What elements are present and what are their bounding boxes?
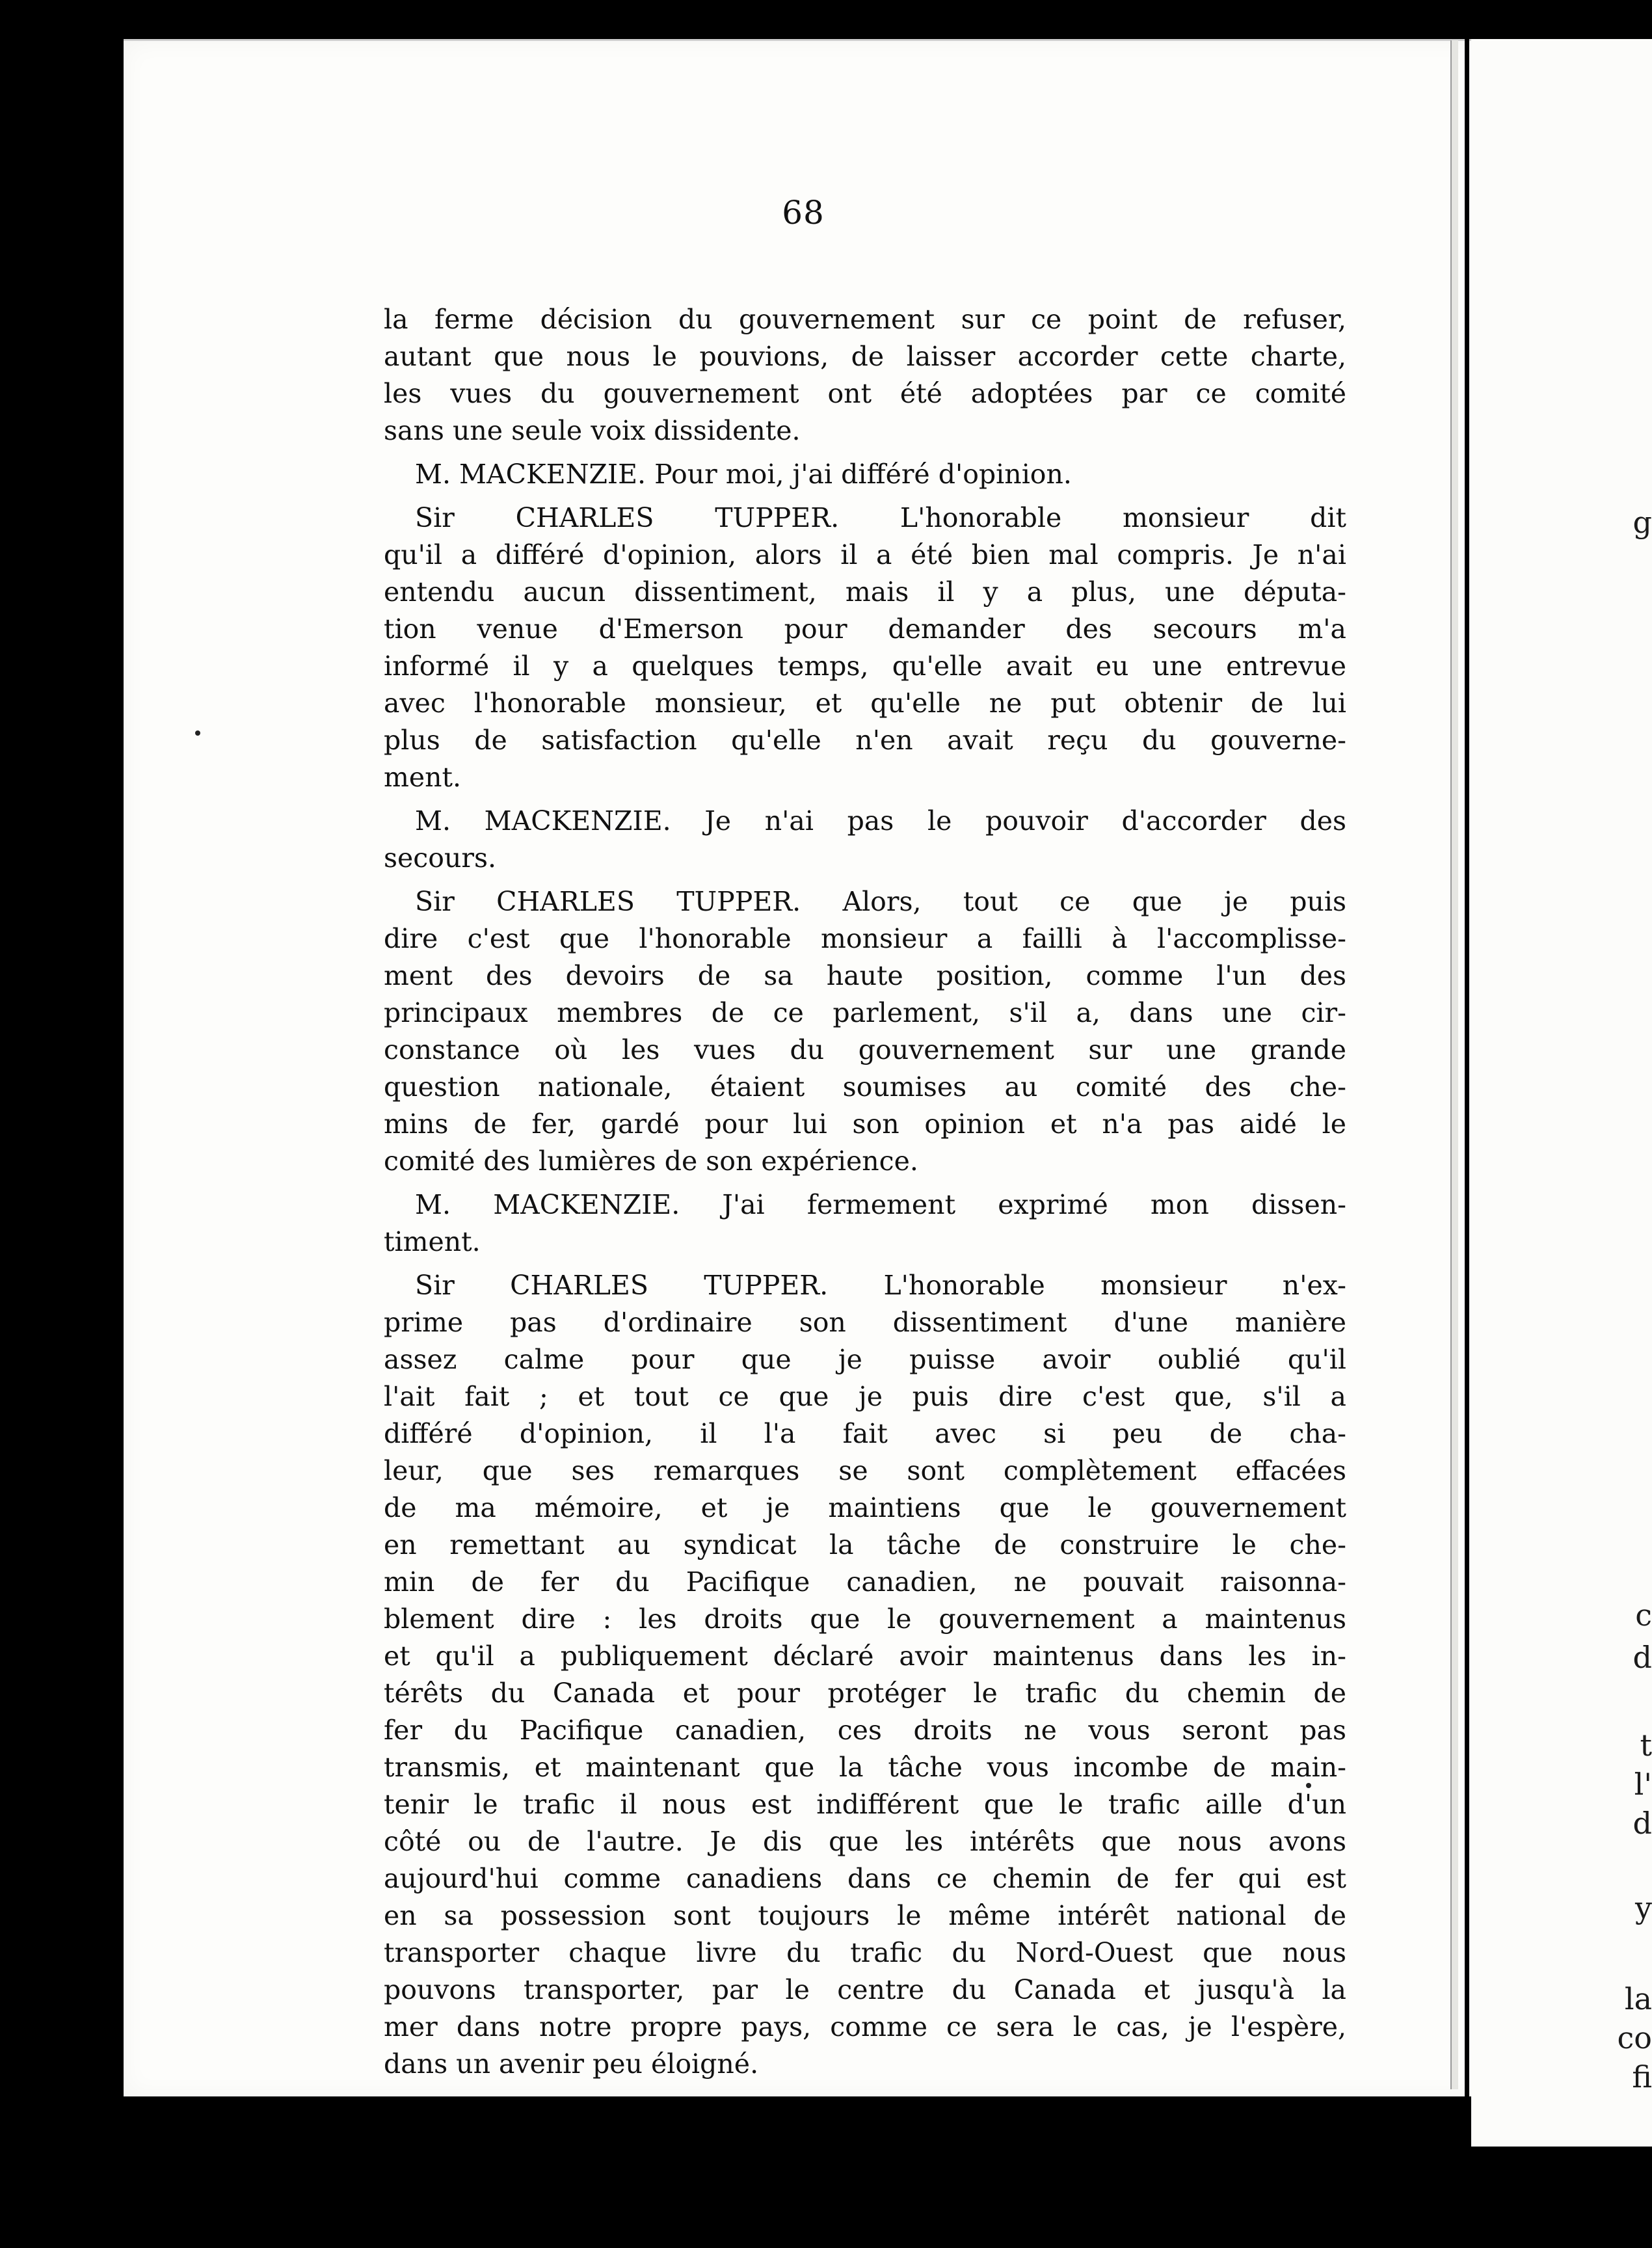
text-line: térêts du Canada et pour protéger le trafic du chemin de [384, 1678, 1346, 1709]
text-line: les vues du gouvernement ont été adoptées par ce comité [384, 378, 1346, 409]
paragraph [384, 301, 1346, 449]
adjacent-page-fragment: g [1632, 505, 1652, 540]
text-line: fer du Pacifique canadien, ces droits ne vous seront pas [384, 1715, 1346, 1746]
text-line: secours. [384, 842, 497, 874]
text-line: autant que nous le pouvions, de laisser accorder cette charte, [384, 341, 1346, 372]
text-line: transmis, et maintenant que la tâche vous incombe de main- [384, 1752, 1346, 1783]
paragraph-gap [384, 493, 1346, 500]
text-line: aujourd'hui comme canadiens dans ce chemin de fer qui est [384, 1863, 1346, 1894]
page-gutter [1465, 39, 1469, 2147]
text-line: constance où les vues du gouvernement sur une grande [384, 1034, 1346, 1065]
adjacent-page [1471, 39, 1652, 2147]
text-line: pouvons transporter, par le centre du Canada et jusqu'à la [384, 1974, 1346, 2005]
adjacent-page-fragment: fi [1632, 2059, 1652, 2094]
text-line: Sir CHARLES TUPPER. L'honorable monsieur dit [415, 502, 1346, 533]
text-line: avec l'honorable monsieur, et qu'elle ne put obtenir de lui [384, 688, 1346, 719]
text-line: en sa possession sont toujours le même intérêt national de [384, 1900, 1346, 1931]
text-line: Sir CHARLES TUPPER. L'honorable monsieur n'ex- [415, 1270, 1346, 1301]
adjacent-page-fragment: co [1617, 2020, 1652, 2055]
adjacent-page-fragment: c [1635, 1598, 1652, 1633]
text-line: l'ait fait ; et tout ce que je puis dire c'est que, s'il a [384, 1381, 1346, 1412]
text-line: ment. [384, 762, 462, 793]
adjacent-page-fragment: y [1635, 1890, 1652, 1925]
text-line: côté ou de l'autre. Je dis que les intérêts que nous avons [384, 1826, 1346, 1857]
text-line: Sir CHARLES TUPPER. Alors, tout ce que je puis [415, 886, 1346, 917]
text-line: M. MACKENZIE. J'ai fermement exprimé mon dissen- [415, 1189, 1346, 1220]
text-line: assez calme pour que je puisse avoir oublié qu'il [384, 1344, 1346, 1375]
text-line: dans un avenir peu éloigné. [384, 2048, 759, 2080]
text-line: min de fer du Pacifique canadien, ne pouvait raisonna- [384, 1566, 1346, 1598]
paragraph [384, 1261, 1346, 2083]
book-page [124, 39, 1483, 2096]
text-line: dire c'est que l'honorable monsieur a failli à l'accomplisse- [384, 923, 1346, 954]
adjacent-page-fragment: d [1632, 1640, 1652, 1675]
text-line: tion venue d'Emerson pour demander des secours m'a [384, 613, 1346, 645]
text-line: mins de fer, gardé pour lui son opinion et n'a pas aidé le [384, 1108, 1346, 1140]
text-line: comité des lumières de son expérience. [384, 1145, 918, 1177]
text-line: question nationale, étaient soumises au comité des che- [384, 1071, 1346, 1103]
paragraph-gap [384, 796, 1346, 803]
text-line: la ferme décision du gouvernement sur ce point de refuser, [384, 304, 1346, 335]
adjacent-page-fragment: t [1640, 1728, 1652, 1763]
adjacent-page-fragment: d [1632, 1806, 1652, 1841]
paragraph [384, 877, 1346, 1180]
text-line: entendu aucun dissentiment, mais il y a plus, une députa- [384, 576, 1346, 608]
text-line: transporter chaque livre du trafic du Nord-Ouest que nous [384, 1937, 1346, 1968]
text-line: leur, que ses remarques se sont complètement effacées [384, 1455, 1346, 1486]
text-line: M. MACKENZIE. Pour moi, j'ai différé d'opinion. [415, 459, 1072, 490]
paragraph-gap [384, 449, 1346, 456]
text-line: sans une seule voix dissidente. [384, 415, 801, 446]
scan-speck [1306, 1783, 1311, 1788]
page-number: 68 [782, 194, 825, 232]
text-line: principaux membres de ce parlement, s'il a, dans une cir- [384, 997, 1346, 1028]
page-edge [1450, 40, 1458, 2089]
text-line: en remettant au syndicat la tâche de construire le che- [384, 1529, 1346, 1560]
text-line: mer dans notre propre pays, comme ce sera le cas, je l'espère, [384, 2011, 1346, 2042]
paragraph [384, 1180, 1346, 1261]
adjacent-page-fragment: la [1624, 1981, 1652, 2016]
text-line: qu'il a différé d'opinion, alors il a été bien mal compris. Je n'ai [384, 539, 1346, 570]
text-line: M. MACKENZIE. Je n'ai pas le pouvoir d'accorder des [415, 805, 1346, 836]
text-line: de ma mémoire, et je maintiens que le gouvernement [384, 1492, 1346, 1523]
text-line: prime pas d'ordinaire son dissentiment d'une manière [384, 1307, 1346, 1338]
text-line: différé d'opinion, il l'a fait avec si peu de cha- [384, 1418, 1346, 1449]
paragraph-gap [384, 1180, 1346, 1186]
text-line: tenir le trafic il nous est indifférent que le trafic aille d'un [384, 1789, 1346, 1820]
page-body-text [384, 301, 1346, 2083]
paragraph [384, 493, 1346, 796]
paragraph-gap [384, 1261, 1346, 1267]
text-line: et qu'il a publiquement déclaré avoir maintenus dans les in- [384, 1640, 1346, 1672]
text-line: informé il y a quelques temps, qu'elle avait eu une entrevue [384, 650, 1346, 682]
adjacent-page-fragment: l' [1634, 1767, 1652, 1802]
text-line: timent. [384, 1226, 481, 1257]
text-line: blement dire : les droits que le gouvernement a maintenus [384, 1603, 1346, 1635]
text-line: ment des devoirs de sa haute position, comme l'un des [384, 960, 1346, 991]
paragraph [384, 796, 1346, 877]
text-line: plus de satisfaction qu'elle n'en avait reçu du gouverne- [384, 725, 1346, 756]
paragraph-gap [384, 877, 1346, 883]
scan-speck [195, 730, 200, 736]
paragraph [384, 449, 1346, 493]
